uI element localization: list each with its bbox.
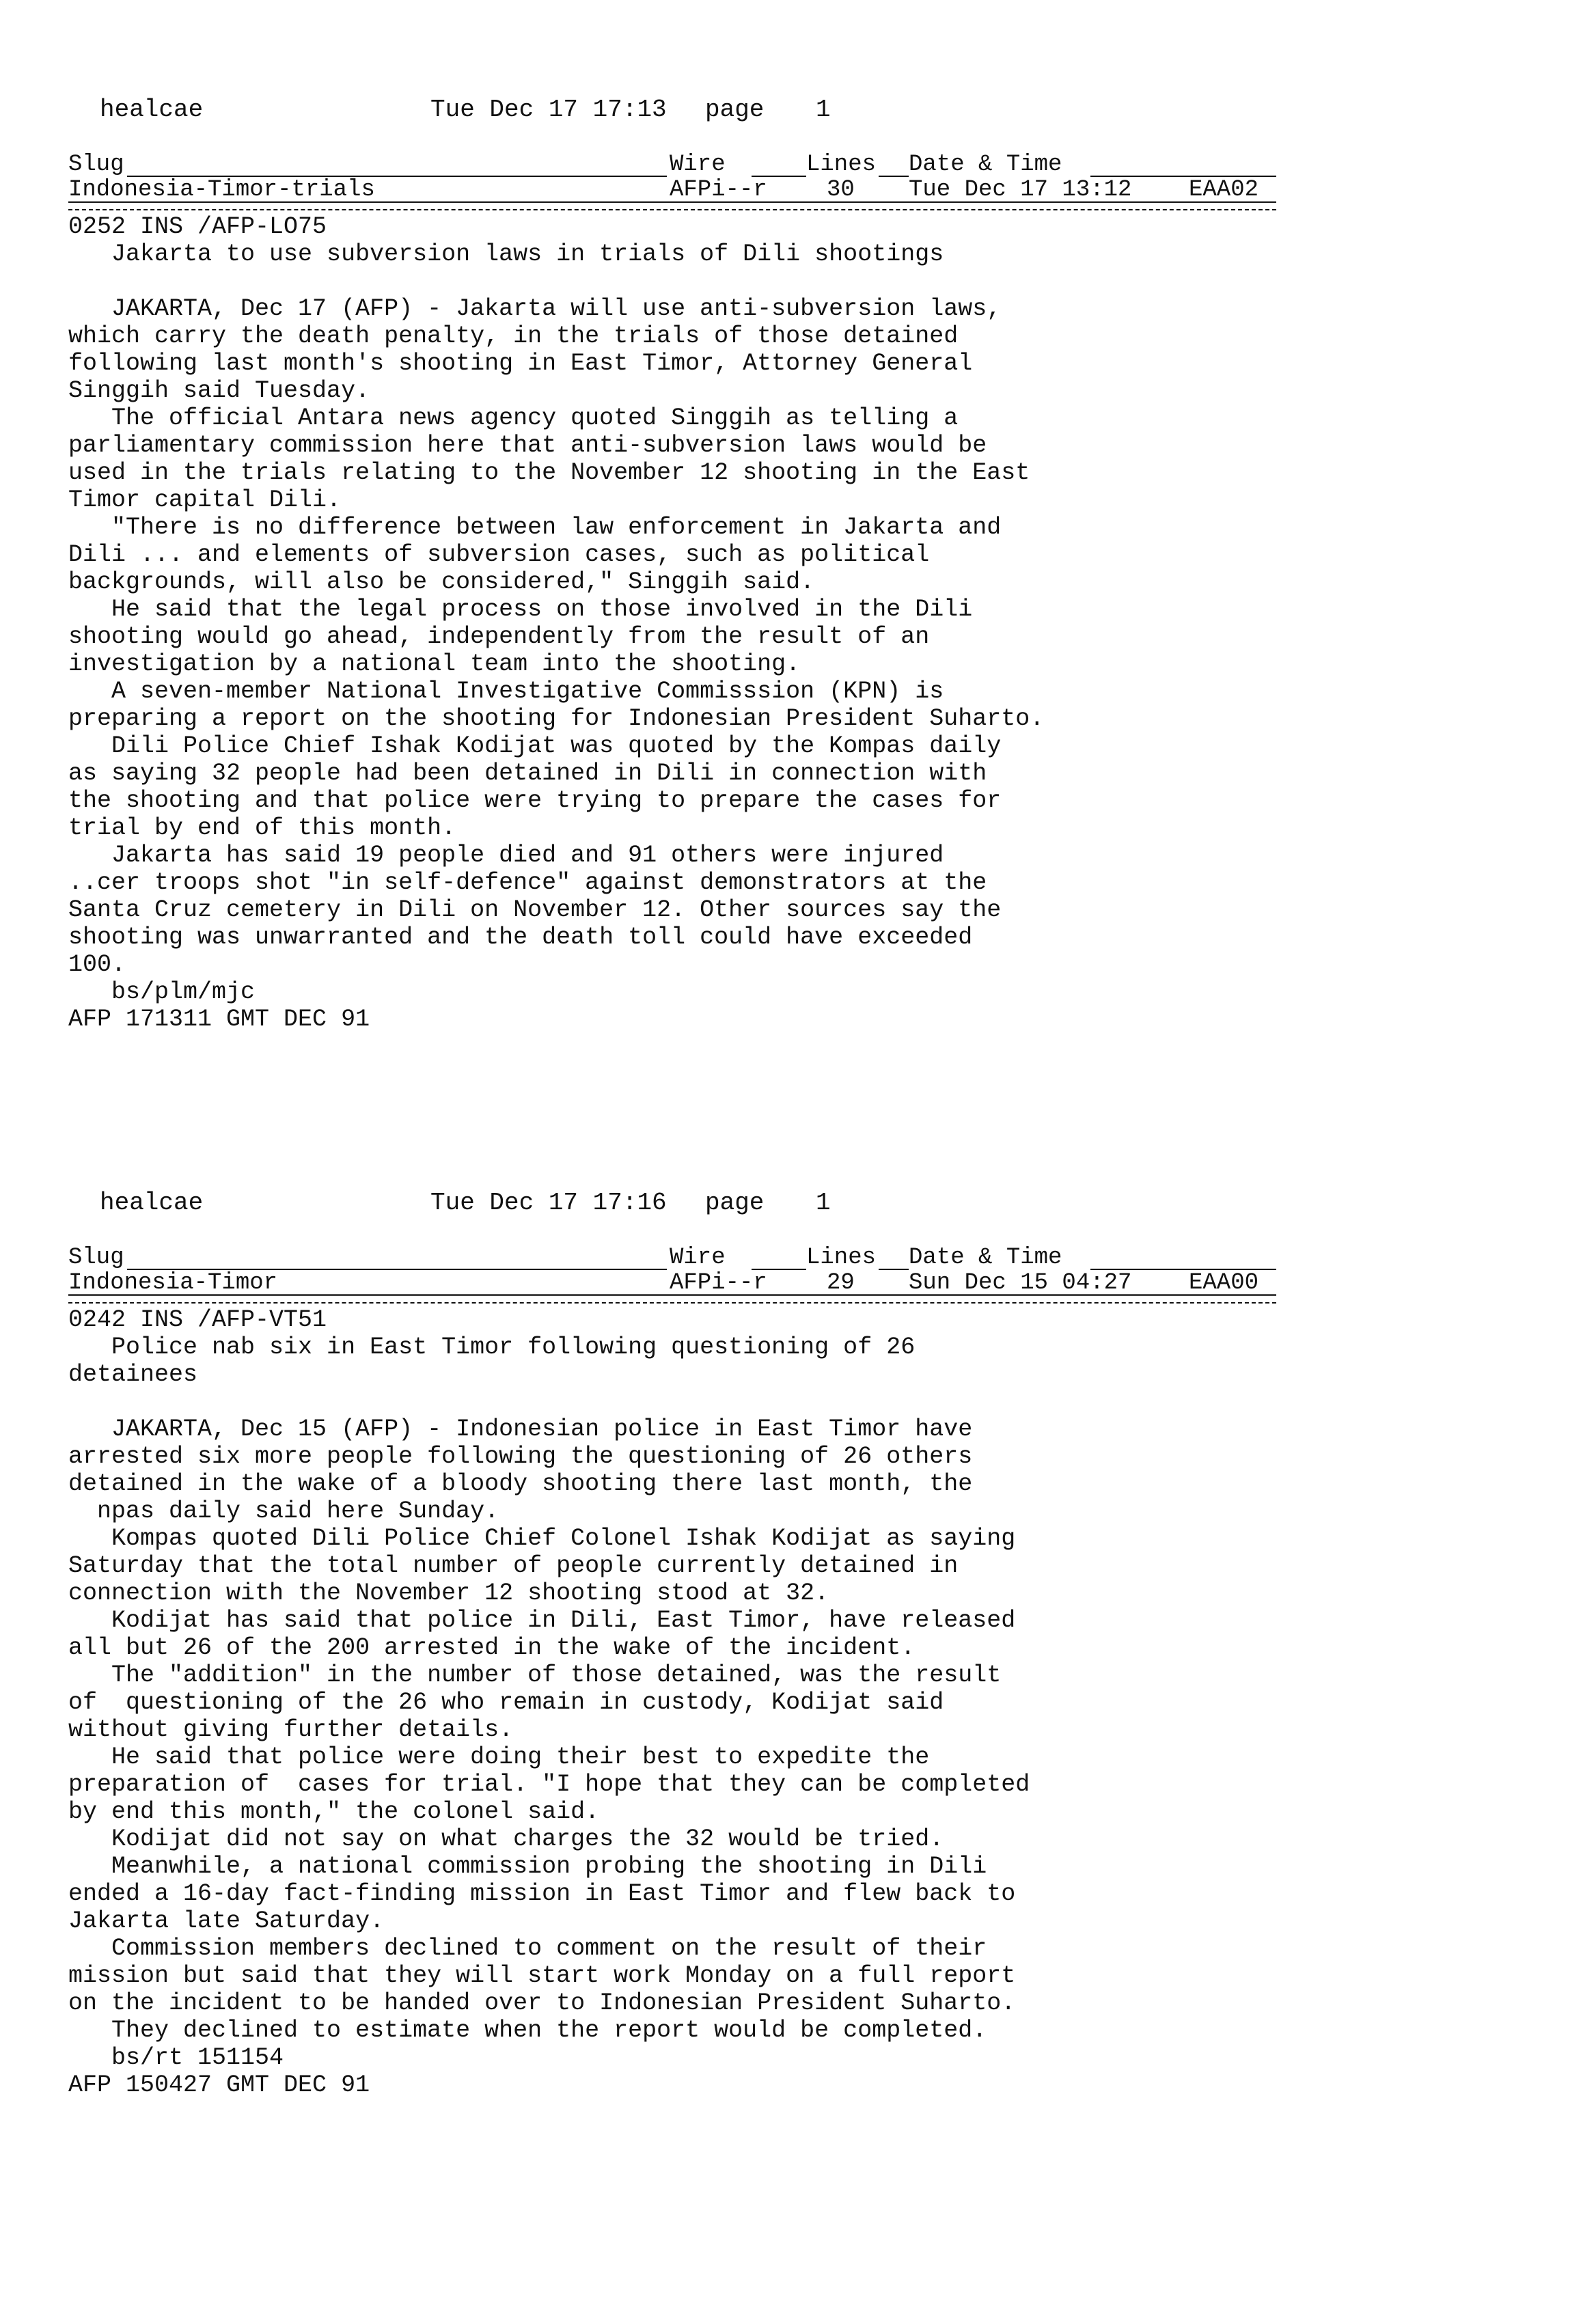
story-line: Dili ... and elements of subversion cases, such as political xyxy=(68,541,930,568)
story-line: He said that the legal process on those involved in the Dili xyxy=(68,596,973,623)
story-line: The "addition" in the number of those detained, was the result xyxy=(68,1662,1002,1689)
page-label: page xyxy=(705,1189,765,1217)
story-line: JAKARTA, Dec 17 (AFP) - Jakarta will use anti-subversion laws, xyxy=(68,295,1002,322)
slug-table xyxy=(68,1245,1298,1296)
slug-value: Indonesia-Timor xyxy=(68,1270,278,1296)
story-line: trial by end of this month. xyxy=(68,814,456,842)
lines-value: 29 xyxy=(827,1270,855,1296)
story-line: Santa Cruz cemetery in Dili on November 12. Other sources say the xyxy=(68,896,1002,924)
slug-column-header: Slug xyxy=(68,152,124,178)
story-line: Police nab six in East Timor following questioning of 26 xyxy=(68,1334,916,1361)
story-line: "There is no difference between law enforcement in Jakarta and xyxy=(68,514,1002,541)
story-line: the shooting and that police were trying to prepare the cases for xyxy=(68,787,1002,814)
lines-column-header: Lines xyxy=(806,152,877,178)
story-line: Dili Police Chief Ishak Kodijat was quoted by the Kompas daily xyxy=(68,732,1002,760)
story-line: AFP 150427 GMT DEC 91 xyxy=(68,2071,370,2099)
story-line: Meanwhile, a national commission probing the shooting in Dili xyxy=(68,1853,987,1880)
story-line: Saturday that the total number of people currently detained in xyxy=(68,1552,959,1580)
story-line: bs/rt 151154 xyxy=(68,2044,284,2071)
datetime-value: Sun Dec 15 04:27 xyxy=(909,1270,1132,1296)
story-line: following last month's shooting in East Timor, Attorney General xyxy=(68,350,973,377)
story-line: ended a 16-day fact-finding mission in East Timor and flew back to xyxy=(68,1880,1016,1907)
story-line: They declined to estimate when the report would be completed. xyxy=(68,2017,987,2044)
story-line: used in the trials relating to the November 12 shooting in the East xyxy=(68,459,1030,486)
story-line: mission but said that they will start work Monday on a full report xyxy=(68,1962,1016,1989)
story-line: Singgih said Tuesday. xyxy=(68,377,370,404)
username: healcae xyxy=(100,96,204,124)
story-line: JAKARTA, Dec 15 (AFP) - Indonesian police in East Timor have xyxy=(68,1416,973,1443)
story-line: Jakarta to use subversion laws in trials of Dili shootings xyxy=(68,240,944,268)
story-line: connection with the November 12 shooting stood at 32. xyxy=(68,1580,829,1607)
story-line: of questioning of the 26 who remain in custody, Kodijat said xyxy=(68,1689,944,1716)
wire-story-2 xyxy=(68,1189,1298,2099)
story-line: which carry the death penalty, in the trials of those detained xyxy=(68,322,959,350)
story-line: shooting was unwarranted and the death toll could have exceeded xyxy=(68,924,973,951)
story-line: Kodijat did not say on what charges the 32 would be tried. xyxy=(68,1825,944,1853)
story-body xyxy=(68,213,1298,1033)
datetime-value: Tue Dec 17 13:12 xyxy=(909,177,1132,203)
story-line xyxy=(68,1388,1298,1416)
story-line: preparing a report on the shooting for Indonesian President Suharto. xyxy=(68,705,1045,732)
slug-value: Indonesia-Timor-trials xyxy=(68,177,375,203)
story-line: He said that police were doing their best to expedite the xyxy=(68,1743,930,1771)
story-line: ..cer troops shot "in self-defence" against demonstrators at the xyxy=(68,869,987,896)
story-line: Kodijat has said that police in Dili, East Timor, have released xyxy=(68,1607,1016,1634)
page-number: 1 xyxy=(816,96,831,124)
page-label: page xyxy=(705,96,765,124)
story-line: Kompas quoted Dili Police Chief Colonel Ishak Kodijat as saying xyxy=(68,1525,1016,1552)
lines-column-header: Lines xyxy=(806,1245,877,1271)
printout-header xyxy=(68,96,1298,137)
story-line xyxy=(68,268,1298,295)
story-line: without giving further details. xyxy=(68,1716,514,1743)
wire-column-header: Wire xyxy=(670,1245,726,1271)
story-line: bs/plm/mjc xyxy=(68,978,256,1006)
story-line: arrested six more people following the questioning of 26 others xyxy=(68,1443,973,1470)
wire-column-header: Wire xyxy=(670,152,726,178)
story-line: Jakarta has said 19 people died and 91 others were injured xyxy=(68,842,944,869)
story-line: Jakarta late Saturday. xyxy=(68,1907,385,1935)
story-line: detained in the wake of a bloody shooting there last month, the xyxy=(68,1470,973,1498)
story-line: A seven-member National Investigative Commisssion (KPN) is xyxy=(68,678,944,705)
story-line: Timor capital Dili. xyxy=(68,486,342,514)
datetime-column-header: Date & Time xyxy=(909,1245,1062,1271)
slug-table xyxy=(68,152,1298,203)
printout-header xyxy=(68,1189,1298,1230)
print-timestamp: Tue Dec 17 17:16 xyxy=(430,1189,667,1217)
slug-column-header: Slug xyxy=(68,1245,124,1271)
story-line: preparation of cases for trial. "I hope that they can be completed xyxy=(68,1771,1030,1798)
wire-value: AFPi--r xyxy=(670,1270,767,1296)
story-line: as saying 32 people had been detained in Dili in connection with xyxy=(68,760,987,787)
story-line: parliamentary commission here that anti-subversion laws would be xyxy=(68,432,987,459)
story-line: investigation by a national team into the shooting. xyxy=(68,650,801,678)
story-line: all but 26 of the 200 arrested in the wake of the incident. xyxy=(68,1634,916,1662)
wire-story-1 xyxy=(68,96,1298,1033)
lines-value: 30 xyxy=(827,177,855,203)
story-line: AFP 171311 GMT DEC 91 xyxy=(68,1006,370,1033)
username: healcae xyxy=(100,1189,204,1217)
story-code: EAA00 xyxy=(1189,1270,1259,1296)
story-line: 100. xyxy=(68,951,126,978)
story-line: by end this month," the colonel said. xyxy=(68,1798,600,1825)
story-line: 0242 INS /AFP-VT51 xyxy=(68,1306,327,1334)
story-line: backgrounds, will also be considered," Singgih said. xyxy=(68,568,815,596)
story-code: EAA02 xyxy=(1189,177,1259,203)
datetime-column-header: Date & Time xyxy=(909,152,1062,178)
story-line: on the incident to be handed over to Indonesian President Suharto. xyxy=(68,1989,1016,2017)
story-line: Commission members declined to comment on the result of their xyxy=(68,1935,987,1962)
story-body xyxy=(68,1306,1298,2099)
print-timestamp: Tue Dec 17 17:13 xyxy=(430,96,667,124)
story-line: npas daily said here Sunday. xyxy=(68,1498,499,1525)
story-line: 0252 INS /AFP-LO75 xyxy=(68,213,327,240)
story-line: The official Antara news agency quoted Singgih as telling a xyxy=(68,404,959,432)
page-number: 1 xyxy=(816,1189,831,1217)
wire-value: AFPi--r xyxy=(670,177,767,203)
story-line: shooting would go ahead, independently from the result of an xyxy=(68,623,930,650)
story-line: detainees xyxy=(68,1361,198,1388)
